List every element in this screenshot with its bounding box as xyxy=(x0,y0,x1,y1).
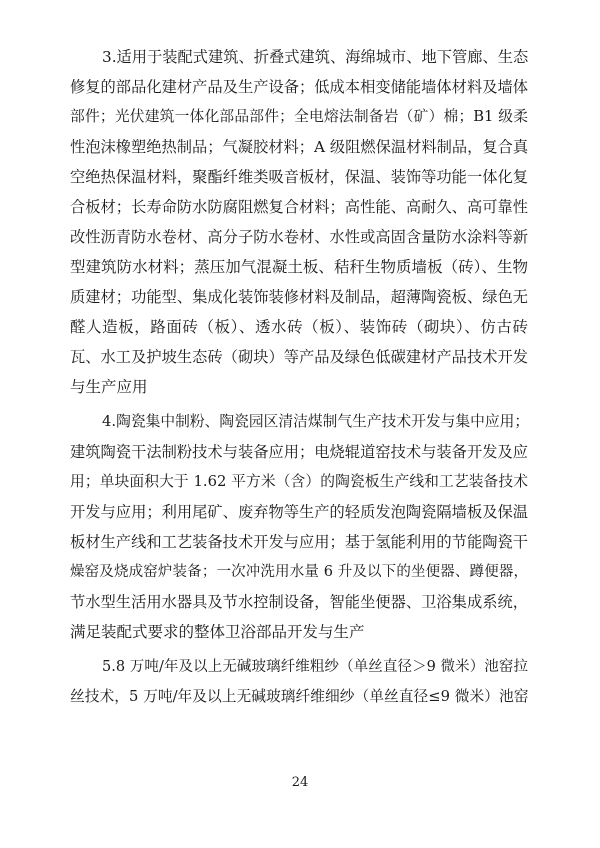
paragraph-3-line: 醛人造板，路面砖（板）、透水砖（板）、装饰砖（砌块）、仿古砖 xyxy=(70,318,528,336)
paragraph-3-line: 修复的部品化建材产品及生产设备；低成本相变储能墙体材料及墙体 xyxy=(70,78,528,96)
paragraph-3-line: 瓦、水工及护坡生态砖（砌块）等产品及绿色低碳建材产品技术开发 xyxy=(70,348,528,366)
paragraph-5-line: 5.8 万吨/年及以上无碱玻璃纤维粗纱（单丝直径＞9 微米）池窑拉 xyxy=(102,659,528,675)
paragraph-4-line: 燥窑及烧成窑炉装备；一次冲洗用水量 6 升及以下的坐便器、蹲便器， xyxy=(70,564,528,580)
paragraph-3-line: 空绝热保温材料，聚酯纤维类吸音板材，保温、装饰等功能一体化复 xyxy=(70,168,528,186)
paragraph-3-line: 改性沥青防水卷材、高分子防水卷材、水性或高固含量防水涂料等新 xyxy=(70,228,528,246)
paragraph-3-line: 合板材；长寿命防水防腐阻燃复合材料；高性能、高耐久、高可靠性 xyxy=(70,198,528,216)
paragraph-3-line: 性泡沫橡塑绝热制品；气凝胶材料；A 级阻燃保温材料制品，复合真 xyxy=(70,138,529,156)
paragraph-4-line: 开发与应用；利用尾矿、废弃物等生产的轻质发泡陶瓷隔墙板及保温 xyxy=(70,503,528,521)
paragraph-4-line: 4.陶瓷集中制粉、陶瓷园区清洁煤制气生产技术开发与集中应用； xyxy=(102,413,530,430)
paragraph-4-line: 满足装配式要求的整体卫浴部品开发与生产 xyxy=(70,623,365,641)
paragraph-3-line: 部件；光伏建筑一体化部品部件；全电熔法制备岩（矿）棉；B1 级柔 xyxy=(70,108,528,125)
paragraph-5-line: 丝技术，5 万吨/年及以上无碱玻璃纤维细纱（单丝直径≤9 微米）池窑 xyxy=(70,688,529,705)
paragraph-4-line: 板材生产线和工艺装备技术开发与应用；基于氢能利用的节能陶瓷干 xyxy=(70,533,528,551)
page-number: 24 xyxy=(291,775,309,790)
paragraph-3-line: 质建材；功能型、集成化装饰装修材料及制品，超薄陶瓷板、绿色无 xyxy=(70,288,528,306)
paragraph-4-line: 用；单块面积大于 1.62 平方米（含）的陶瓷板生产线和工艺装备技术 xyxy=(70,473,528,490)
paragraph-4-line: 节水型生活用水器具及节水控制设备，智能坐便器、卫浴集成系统， xyxy=(70,593,528,611)
paragraph-3-line: 与生产应用 xyxy=(70,378,148,396)
paragraph-3-line: 型建筑防水材料；蒸压加气混凝土板、秸秆生物质墙板（砖）、生物 xyxy=(70,258,528,276)
paragraph-3-line: 3.适用于装配式建筑、折叠式建筑、海绵城市、地下管廊、生态 xyxy=(102,48,529,66)
paragraph-4-line: 建筑陶瓷干法制粉技术与装备应用；电烧辊道窑技术与装备开发及应 xyxy=(70,443,528,461)
